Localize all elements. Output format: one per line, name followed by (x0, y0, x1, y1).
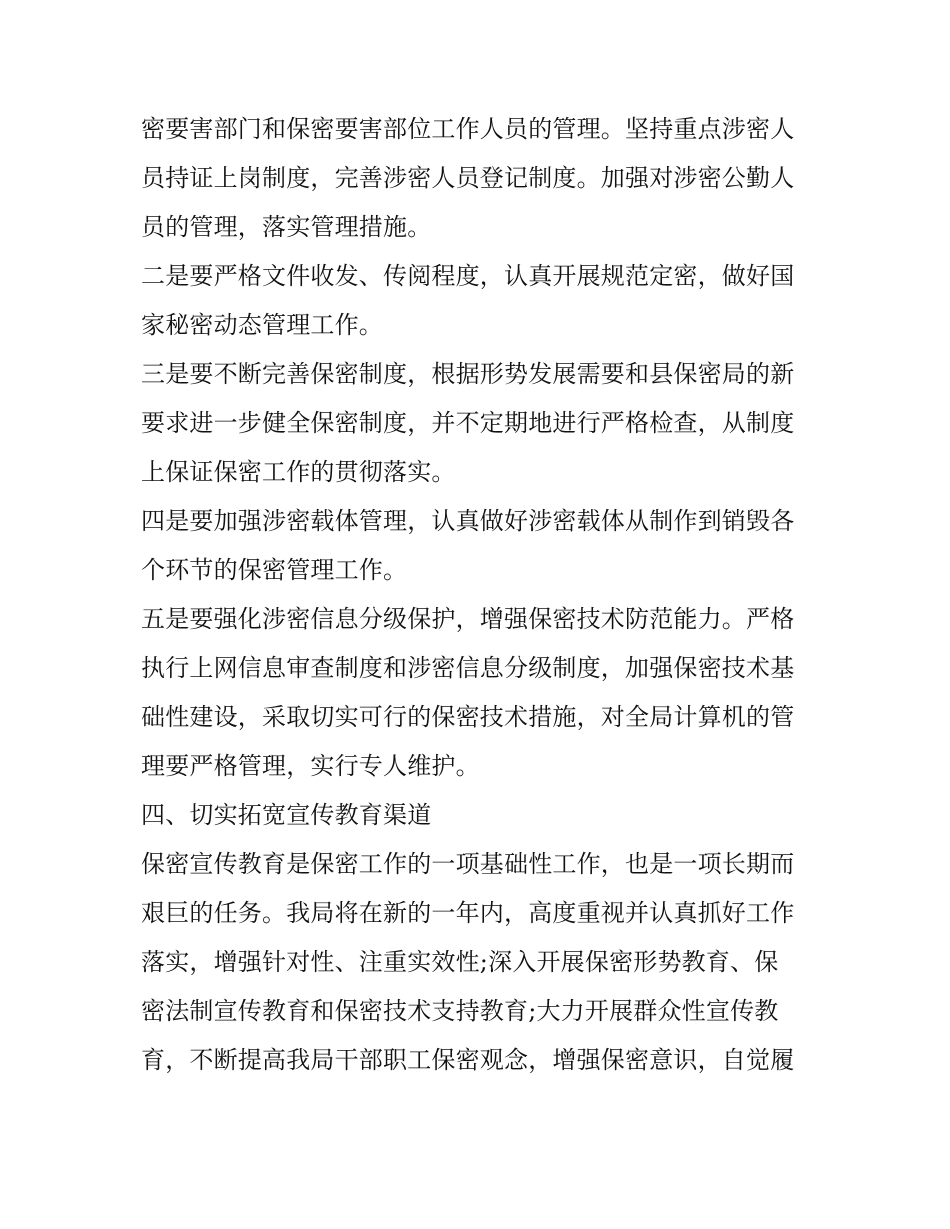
text-line: 员持证上岗制度，完善涉密人员登记制度。加强对涉密公勤人 (141, 164, 795, 192)
text-line: 理要严格管理，实行专人维护。 (141, 752, 480, 780)
text-line: 员的管理，落实管理措施。 (141, 213, 432, 241)
text-line: 二是要严格文件收发、传阅程度，认真开展规范定密，做好国 (141, 262, 795, 290)
text-line: 密法制宣传教育和保密技术支持教育;大力开展群众性宣传教 (141, 997, 779, 1025)
text-line: 育，不断提高我局干部职工保密观念，增强保密意识，自觉履 (141, 1046, 795, 1074)
text-line: 落实，增强针对性、注重实效性;深入开展保密形势教育、保 (141, 948, 779, 976)
text-line: 要求进一步健全保密制度，并不定期地进行严格检查，从制度 (141, 409, 795, 437)
document-body (141, 105, 821, 1085)
text-line: 执行上网信息审查制度和涉密信息分级制度，加强保密技术基 (141, 654, 795, 682)
text-line: 四是要加强涉密载体管理，认真做好涉密载体从制作到销毁各 (141, 507, 795, 535)
text-line: 密要害部门和保密要害部位工作人员的管理。坚持重点涉密人 (141, 115, 795, 143)
text-line: 保密宣传教育是保密工作的一项基础性工作，也是一项长期而 (141, 850, 795, 878)
text-line: 家秘密动态管理工作。 (141, 311, 383, 339)
text-line: 础性建设，采取切实可行的保密技术措施，对全局计算机的管 (141, 703, 795, 731)
text-line: 个环节的保密管理工作。 (141, 556, 408, 584)
text-line: 三是要不断完善保密制度，根据形势发展需要和县保密局的新 (141, 360, 795, 388)
text-line: 艰巨的任务。我局将在新的一年内，高度重视并认真抓好工作 (141, 899, 795, 927)
text-line: 五是要强化涉密信息分级保护，增强保密技术防范能力。严格 (141, 605, 795, 633)
section-heading: 四、切实拓宽宣传教育渠道 (141, 801, 432, 829)
text-line: 上保证保密工作的贯彻落实。 (141, 458, 456, 486)
